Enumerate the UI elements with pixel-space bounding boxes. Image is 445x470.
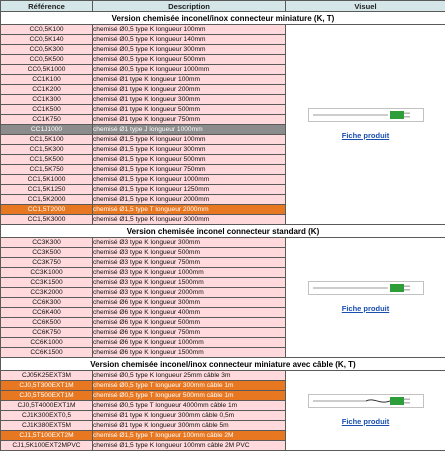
reference-cell: CC1,5K1250 [1, 185, 93, 195]
reference-cell: CC3K2000 [1, 288, 93, 298]
description-cell: chemisé Ø6 type K longueur 1500mm [93, 348, 286, 358]
reference-cell: CC6K500 [1, 318, 93, 328]
description-cell: chemisé Ø3 type K longueur 500mm [93, 248, 286, 258]
miniature-connector-probe-icon [308, 108, 424, 122]
reference-cell: CC1,5T2000 [1, 205, 93, 215]
header-reference: Référence [1, 1, 93, 12]
reference-cell: CC1,5K300 [1, 145, 93, 155]
reference-cell: CC3K500 [1, 248, 93, 258]
reference-cell: CC1K300 [1, 95, 93, 105]
reference-cell: CJ0,5T500EXT1M [1, 391, 93, 401]
table-row [1, 25, 445, 35]
reference-cell: CC1,5K500 [1, 155, 93, 165]
description-cell: chemisé Ø6 type K longueur 300mm [93, 298, 286, 308]
reference-cell: CC0,5K500 [1, 55, 93, 65]
reference-cell: CC6K1500 [1, 348, 93, 358]
description-cell: chemisé Ø0,5 type K longueur 25mm câble 3m [93, 371, 286, 381]
visual-cell [286, 238, 445, 358]
section-title: Version chemisée inconel/inox connecteur miniature avec câble (K, T) [1, 358, 445, 371]
visual-cell [286, 371, 445, 451]
reference-cell: CC0,5K300 [1, 45, 93, 55]
description-cell: chemisé Ø3 type K longueur 1500mm [93, 278, 286, 288]
reference-cell: CC6K300 [1, 298, 93, 308]
reference-cell: CC3K750 [1, 258, 93, 268]
standard-connector-probe-icon [308, 281, 424, 295]
description-cell: chemisé Ø1 type K longueur 100mm [93, 75, 286, 85]
reference-cell: CC1,5K3000 [1, 215, 93, 225]
reference-cell: CC3K1500 [1, 278, 93, 288]
reference-cell: CJ1,5T100EXT2M [1, 431, 93, 441]
description-cell: chemisé Ø0,5 type K longueur 300mm [93, 45, 286, 55]
description-cell: chemisé Ø3 type K longueur 2000mm [93, 288, 286, 298]
reference-cell: CC1,5K100 [1, 135, 93, 145]
description-cell: chemisé Ø1,5 type T longueur 100mm câble 2M [93, 431, 286, 441]
cable-probe-icon [308, 394, 424, 408]
section-header-row [1, 225, 445, 238]
reference-cell: CJ0,5T300EXT1M [1, 381, 93, 391]
header-description: Description [93, 1, 286, 12]
description-cell: chemisé Ø6 type K longueur 750mm [93, 328, 286, 338]
description-cell: chemisé Ø1,5 type K longueur 750mm [93, 165, 286, 175]
description-cell: chemisé Ø3 type K longueur 1000mm [93, 268, 286, 278]
reference-cell: CC1,5K750 [1, 165, 93, 175]
product-sheet-link[interactable]: Fiche produit [341, 304, 390, 313]
description-cell: chemisé Ø1,5 type K longueur 100mm [93, 135, 286, 145]
product-sheet-link[interactable]: Fiche produit [341, 131, 390, 140]
description-cell: chemisé Ø0,5 type T longueur 300mm câble 1m [93, 381, 286, 391]
description-cell: chemisé Ø6 type K longueur 1000mm [93, 338, 286, 348]
description-cell: chemisé Ø6 type K longueur 400mm [93, 308, 286, 318]
reference-cell: CC1K200 [1, 85, 93, 95]
description-cell: chemisé Ø1 type K longueur 750mm [93, 115, 286, 125]
reference-cell: CC1K750 [1, 115, 93, 125]
reference-cell: CC1J1000 [1, 125, 93, 135]
reference-cell: CC0,5K1000 [1, 65, 93, 75]
reference-cell: CC0,5K100 [1, 25, 93, 35]
description-cell: chemisé Ø1,5 type K longueur 500mm [93, 155, 286, 165]
description-cell: chemisé Ø0,5 type T longueur 4000mm câble 1m [93, 401, 286, 411]
reference-cell: CC6K1000 [1, 338, 93, 348]
description-cell: chemisé Ø1 type K longueur 300mm [93, 95, 286, 105]
reference-cell: CC3K1000 [1, 268, 93, 278]
description-cell: chemisé Ø1 type K longueur 500mm [93, 105, 286, 115]
description-cell: chemisé Ø1 type J longueur 1000mm [93, 125, 286, 135]
reference-cell: CC6K750 [1, 328, 93, 338]
description-cell: chemisé Ø1,5 type T longueur 2000mm [93, 205, 286, 215]
reference-cell: CJ05K25EXT3M [1, 371, 93, 381]
section-header-row [1, 358, 445, 371]
description-cell: chemisé Ø1,5 type K longueur 3000mm [93, 215, 286, 225]
description-cell: chemisé Ø1,5 type K longueur 1250mm [93, 185, 286, 195]
reference-cell: CC0,5K140 [1, 35, 93, 45]
description-cell: chemisé Ø1 type K longueur 300mm câble 5m [93, 421, 286, 431]
table-row [1, 371, 445, 381]
description-cell: chemisé Ø1 type K longueur 200mm [93, 85, 286, 95]
description-cell: chemisé Ø0,5 type K longueur 500mm [93, 55, 286, 65]
description-cell: chemisé Ø0,5 type K longueur 1000mm [93, 65, 286, 75]
table-body [1, 12, 445, 451]
description-cell: chemisé Ø1,5 type K longueur 1000mm [93, 175, 286, 185]
table-row [1, 238, 445, 248]
description-cell: chemisé Ø0,5 type T longueur 500mm câble 1m [93, 391, 286, 401]
description-cell: chemisé Ø0,5 type K longueur 100mm [93, 25, 286, 35]
visual-cell [286, 25, 445, 225]
description-cell: chemisé Ø0,5 type K longueur 140mm [93, 35, 286, 45]
description-cell: chemisé Ø1,5 type K longueur 300mm [93, 145, 286, 155]
reference-cell: CJ0,5T4000EXT1M [1, 401, 93, 411]
reference-cell: CJ1K300EXT0,5 [1, 411, 93, 421]
reference-cell: CC1K500 [1, 105, 93, 115]
table-header-row [1, 1, 445, 12]
section-header-row [1, 12, 445, 25]
description-cell: chemisé Ø1,5 type K longueur 2000mm [93, 195, 286, 205]
product-sheet-link[interactable]: Fiche produit [341, 417, 390, 426]
description-cell: chemisé Ø1 type K longueur 300mm câble 0,5m [93, 411, 286, 421]
reference-cell: CJ1K380EXT5M [1, 421, 93, 431]
section-title: Version chemisée inconel connecteur standard (K) [1, 225, 445, 238]
header-visual: Visuel [286, 1, 445, 12]
description-cell: chemisé Ø3 type K longueur 300mm [93, 238, 286, 248]
section-title: Version chemisée inconel/inox connecteur miniature (K, T) [1, 12, 445, 25]
description-cell: chemisé Ø6 type K longueur 500mm [93, 318, 286, 328]
reference-cell: CC6K400 [1, 308, 93, 318]
description-cell: chemisé Ø3 type K longueur 750mm [93, 258, 286, 268]
reference-cell: CC3K300 [1, 238, 93, 248]
description-cell: chemisé Ø1,5 type K longueur 100mm câble 2M PVC [93, 441, 286, 451]
reference-cell: CC1,5K2000 [1, 195, 93, 205]
reference-cell: CC1K100 [1, 75, 93, 85]
reference-cell: CC1,5K1000 [1, 175, 93, 185]
reference-cell: CJ1,5K100EXT2MPVC [1, 441, 93, 451]
